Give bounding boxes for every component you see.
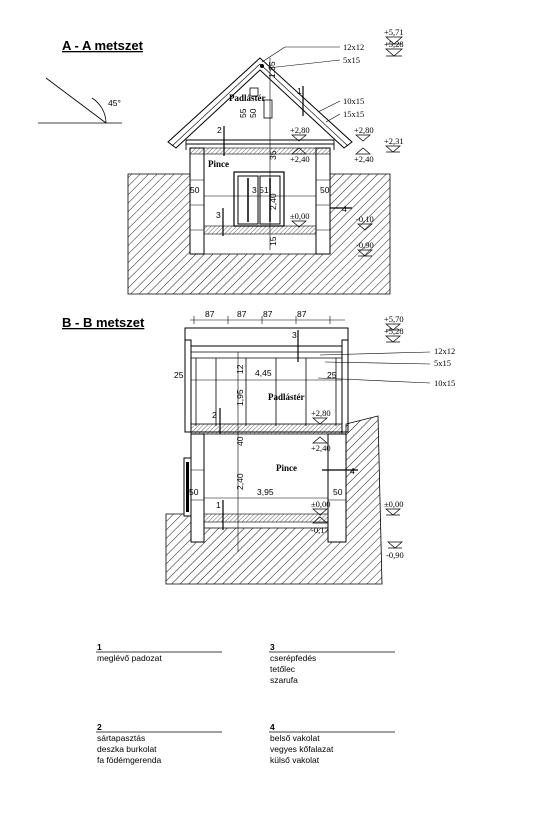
svg-text:2,40: 2,40: [235, 473, 245, 490]
dim-351-a: 3,51: [252, 185, 269, 195]
svg-text:4,45: 4,45: [255, 368, 272, 378]
svg-text:+5,28: +5,28: [384, 326, 404, 336]
svg-text:+2,40: +2,40: [290, 154, 310, 164]
member-15x15-a: 15x15: [343, 109, 365, 119]
svg-text:1: 1: [97, 642, 102, 652]
svg-text:+2,40: +2,40: [311, 443, 331, 453]
svg-text:55: 55: [238, 108, 248, 118]
svg-text:10x15: 10x15: [434, 378, 456, 388]
svg-text:külső vakolat: külső vakolat: [270, 755, 320, 765]
svg-text:3: 3: [270, 642, 275, 652]
legend: [96, 642, 395, 765]
svg-text:+5,70: +5,70: [384, 314, 404, 324]
svg-text:87: 87: [263, 309, 273, 319]
svg-text:3: 3: [216, 210, 221, 220]
roof-angle-indicator: [38, 78, 122, 123]
svg-text:tetőlec: tetőlec: [270, 664, 296, 674]
svg-text:4: 4: [270, 722, 275, 732]
svg-text:+2,80: +2,80: [354, 125, 374, 135]
svg-text:+5,71: +5,71: [384, 27, 404, 37]
svg-text:1,95: 1,95: [235, 389, 245, 406]
svg-text:1,85: 1,85: [267, 61, 277, 78]
svg-text:3: 3: [292, 330, 297, 340]
svg-text:4: 4: [342, 204, 347, 214]
dim-50-left-a: 50: [190, 185, 200, 195]
attic-label-a: Padlástér: [229, 93, 266, 103]
svg-text:+2,31: +2,31: [384, 136, 404, 146]
legend-item-3: [269, 642, 395, 685]
dim-50-right-a: 50: [320, 185, 330, 195]
attic-label-b: Padlástér: [268, 392, 305, 402]
svg-text:2: 2: [97, 722, 102, 732]
svg-text:15: 15: [268, 236, 278, 246]
svg-text:belső vakolat: belső vakolat: [270, 733, 320, 743]
svg-text:+5,28: +5,28: [384, 39, 404, 49]
svg-text:87: 87: [297, 309, 307, 319]
section-b: [62, 309, 455, 584]
svg-text:+2,40: +2,40: [354, 154, 374, 164]
cellar-label-a: Pince: [208, 159, 229, 169]
svg-text:87: 87: [237, 309, 247, 319]
svg-text:-0,90: -0,90: [356, 240, 374, 250]
svg-text:meglévő padozat: meglévő padozat: [97, 653, 162, 663]
svg-text:4: 4: [350, 466, 355, 476]
svg-text:40: 40: [235, 436, 245, 446]
member-12x12-a: 12x12: [343, 42, 365, 52]
svg-text:±0,00: ±0,00: [290, 211, 310, 221]
legend-item-4: [269, 722, 395, 765]
angle-label: 45°: [108, 98, 121, 108]
svg-text:vegyes kőfalazat: vegyes kőfalazat: [270, 744, 334, 754]
svg-text:50: 50: [333, 487, 343, 497]
svg-text:1: 1: [297, 86, 302, 96]
svg-text:5x15: 5x15: [434, 358, 451, 368]
svg-text:-0,90: -0,90: [386, 550, 404, 560]
svg-text:12: 12: [235, 364, 245, 374]
svg-text:50: 50: [189, 487, 199, 497]
svg-text:87: 87: [205, 309, 215, 319]
roof: [168, 58, 352, 150]
section-a-title: A - A metszet: [62, 38, 143, 53]
svg-text:szarufa: szarufa: [270, 675, 298, 685]
member-10x15-a: 10x15: [343, 96, 365, 106]
svg-text:+2,80: +2,80: [311, 408, 331, 418]
legend-item-1: [96, 642, 222, 663]
svg-text:2: 2: [212, 410, 217, 420]
svg-text:1: 1: [216, 500, 221, 510]
svg-text:25: 25: [174, 370, 184, 380]
svg-text:50: 50: [248, 108, 258, 118]
svg-text:12x12: 12x12: [434, 346, 456, 356]
svg-text:35: 35: [268, 150, 278, 160]
svg-text:fa födémgerenda: fa födémgerenda: [97, 755, 162, 765]
member-leaders-a: [262, 47, 340, 122]
svg-text:25: 25: [327, 370, 337, 380]
member-5x15-a: 5x15: [343, 55, 360, 65]
svg-text:-0,17: -0,17: [311, 525, 329, 535]
svg-text:2,40: 2,40: [268, 193, 278, 210]
svg-text:cserépfedés: cserépfedés: [270, 653, 317, 663]
svg-text:deszka burkolat: deszka burkolat: [97, 744, 157, 754]
rafter-spacing-dims: [190, 309, 345, 324]
svg-text:2: 2: [217, 125, 222, 135]
svg-text:sártapasztás: sártapasztás: [97, 733, 146, 743]
svg-text:-0,10: -0,10: [356, 214, 374, 224]
svg-text:+2,80: +2,80: [290, 125, 310, 135]
legend-item-2: [96, 722, 222, 765]
section-a: [38, 27, 404, 294]
svg-text:±0,00: ±0,00: [384, 499, 404, 509]
svg-text:3,95: 3,95: [257, 487, 274, 497]
section-b-title: B - B metszet: [62, 315, 145, 330]
svg-text:±0,00: ±0,00: [311, 499, 331, 509]
cellar-label-b: Pince: [276, 463, 297, 473]
